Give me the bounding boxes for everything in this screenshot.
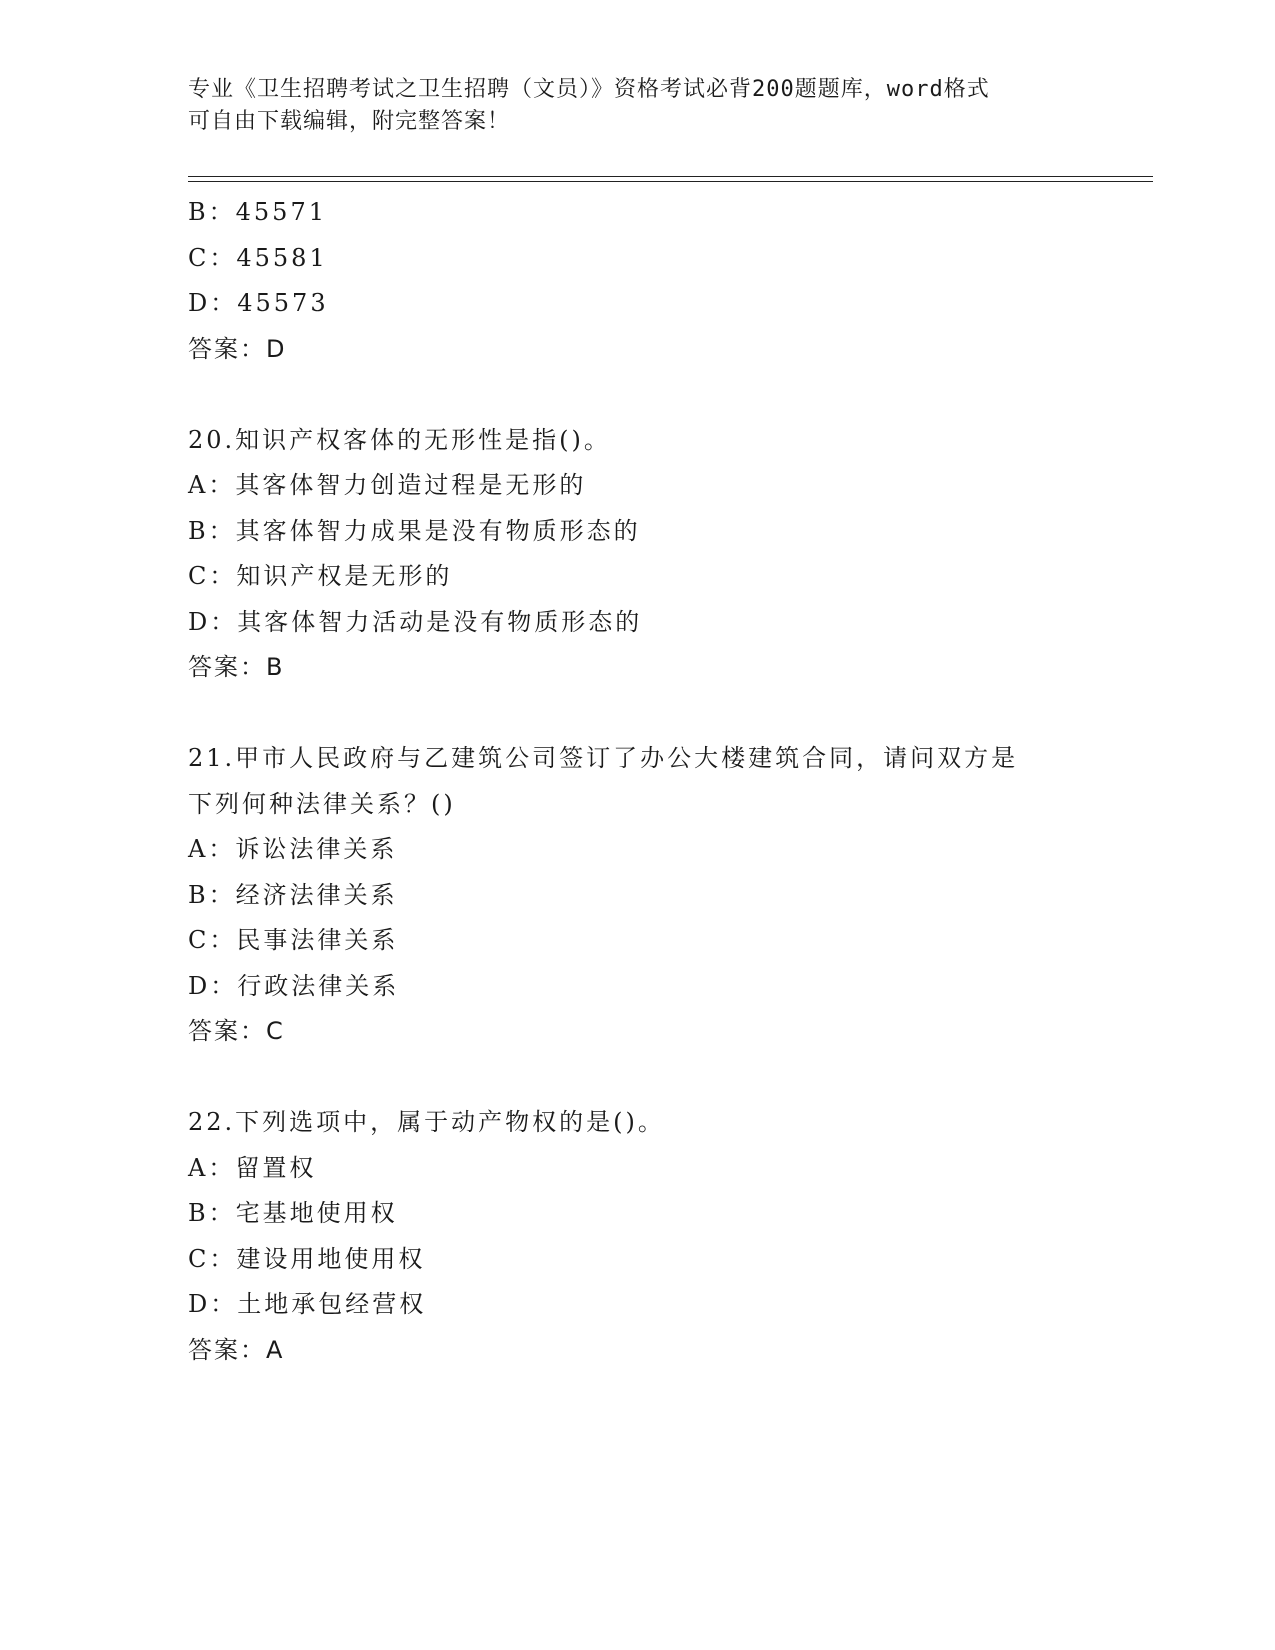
answer-line: 答案：A bbox=[188, 1335, 285, 1364]
option-b: B：其客体智力成果是没有物质形态的 bbox=[188, 516, 641, 545]
option-a: A：留置权 bbox=[188, 1153, 317, 1182]
option-b: B：经济法律关系 bbox=[188, 880, 398, 909]
option-c: C：民事法律关系 bbox=[188, 926, 399, 954]
question-stem: 20.知识产权客体的无形性是指()。 bbox=[188, 425, 611, 454]
option-c: C：45581 bbox=[188, 243, 328, 272]
document-header bbox=[188, 74, 1088, 138]
question-stem: 21.甲市人民政府与乙建筑公司签订了办公大楼建筑合同，请问双方是 bbox=[188, 744, 1019, 772]
question-block-20 bbox=[188, 418, 1148, 691]
option-d: D：其客体智力活动是没有物质形态的 bbox=[188, 607, 643, 636]
header-title-line-1: 专业《卫生招聘考试之卫生招聘（文员）》资格考试必背200题题库，word格式 bbox=[188, 77, 990, 102]
question-stem-continued: 下列何种法律关系？() bbox=[188, 789, 456, 818]
question-list bbox=[188, 190, 1148, 1373]
option-a: A：诉讼法律关系 bbox=[188, 835, 398, 863]
answer-line: 答案：C bbox=[188, 1017, 285, 1045]
header-title-line-2: 可自由下载编辑，附完整答案！ bbox=[188, 109, 511, 134]
question-block-21 bbox=[188, 736, 1148, 1055]
spacer bbox=[188, 372, 1148, 418]
spacer bbox=[188, 691, 1148, 737]
question-block-19 bbox=[188, 190, 1148, 372]
option-a: A：其客体智力创造过程是无形的 bbox=[188, 471, 587, 499]
option-d: D：土地承包经营权 bbox=[188, 1290, 427, 1318]
question-block-22 bbox=[188, 1100, 1148, 1373]
answer-line: 答案：B bbox=[188, 653, 285, 681]
answer-line: 答案：D bbox=[188, 334, 287, 363]
header-divider-bottom bbox=[188, 181, 1153, 182]
option-d: D：行政法律关系 bbox=[188, 971, 400, 1000]
option-b: B：宅基地使用权 bbox=[188, 1199, 398, 1227]
option-d: D：45573 bbox=[188, 289, 329, 317]
spacer bbox=[188, 1055, 1148, 1101]
question-stem: 22.下列选项中，属于动产物权的是()。 bbox=[188, 1108, 665, 1136]
header-divider-top bbox=[188, 176, 1153, 177]
option-b: B：45571 bbox=[188, 198, 327, 226]
option-c: C：知识产权是无形的 bbox=[188, 562, 453, 590]
option-c: C：建设用地使用权 bbox=[188, 1244, 426, 1273]
